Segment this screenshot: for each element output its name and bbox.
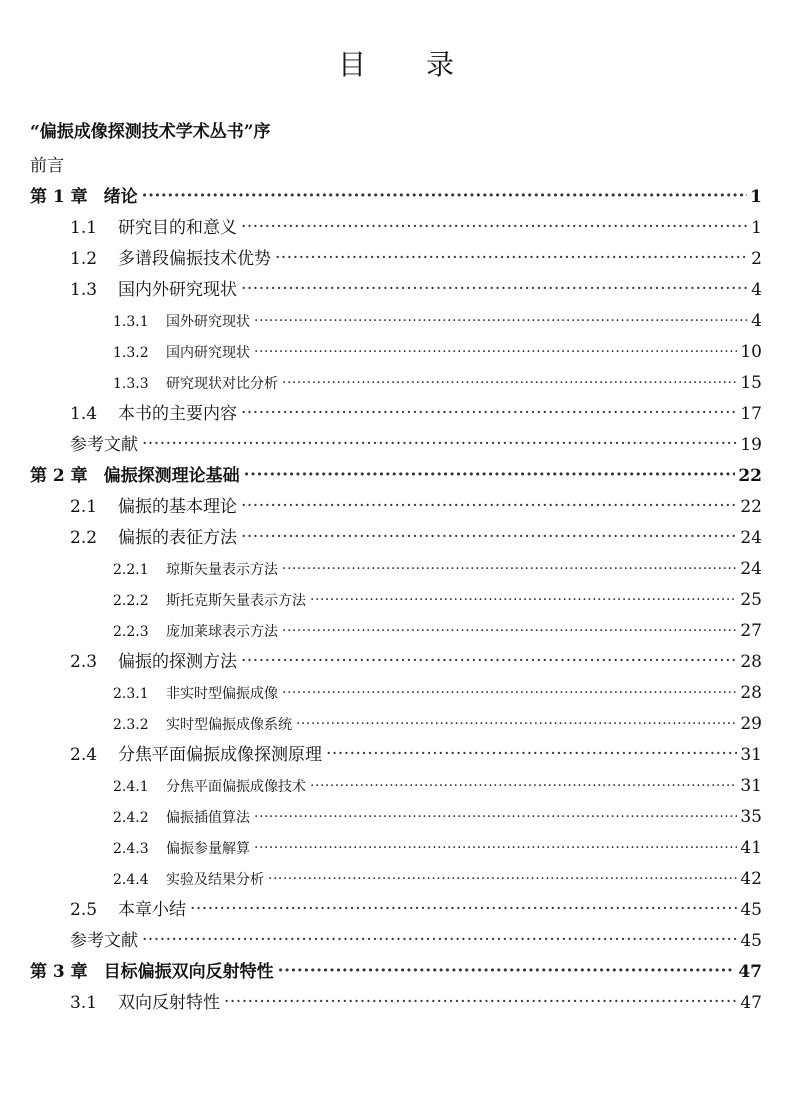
- table-of-contents: [30, 114, 762, 1019]
- toc-entry-label: 偏振的表征方法: [118, 528, 237, 548]
- toc-entry-page: 22: [738, 466, 762, 486]
- toc-entry[interactable]: [30, 430, 762, 461]
- toc-entry-label: 斯托克斯矢量表示方法: [166, 593, 306, 609]
- toc-entry-number: 1.3.2: [113, 345, 149, 361]
- toc-entry-page: 1: [750, 187, 762, 207]
- toc-entry-number: 第 3 章: [30, 962, 88, 982]
- toc-entry[interactable]: [30, 895, 762, 926]
- toc-front-label: 前言: [30, 156, 64, 176]
- toc-entry[interactable]: [30, 833, 762, 864]
- toc-entry[interactable]: [30, 771, 762, 802]
- toc-entry[interactable]: [30, 988, 762, 1019]
- toc-entry-number: 1.1: [70, 218, 98, 238]
- toc-entry[interactable]: [30, 802, 762, 833]
- toc-entry-page: 1: [751, 218, 762, 238]
- page-title: [0, 38, 792, 88]
- toc-entry-page: 35: [740, 807, 762, 827]
- toc-entry-number: 2.3.2: [113, 717, 149, 733]
- toc-entry-number: 第 1 章: [30, 187, 88, 207]
- toc-leader-dots: [142, 429, 737, 460]
- toc-entry-label: 国内研究现状: [166, 345, 250, 361]
- toc-front-series-preface[interactable]: [30, 114, 762, 151]
- toc-entry-label: 实时型偏振成像系统: [166, 717, 292, 733]
- toc-entry-label: 偏振的探测方法: [118, 652, 237, 672]
- toc-leader-dots: [278, 956, 736, 987]
- toc-entry-label: 偏振探测理论基础: [103, 466, 240, 486]
- toc-entry-number: 2.4.4: [113, 872, 149, 888]
- toc-entry-label: 实验及结果分析: [166, 872, 264, 888]
- toc-leader-dots: [282, 678, 737, 709]
- toc-entry-label: 绪论: [103, 187, 138, 207]
- toc-entry[interactable]: [30, 740, 762, 771]
- toc-entry-number: 2.2.3: [113, 624, 149, 640]
- toc-entry-label: 琼斯矢量表示方法: [166, 562, 278, 578]
- toc-entry-number: 1.3.3: [113, 376, 149, 392]
- toc-leader-dots: [254, 802, 737, 833]
- toc-entry-page: 17: [740, 404, 762, 424]
- toc-entry[interactable]: [30, 492, 762, 523]
- toc-leader-dots: [268, 864, 737, 895]
- toc-entry-page: 19: [740, 435, 762, 455]
- toc-entry-page: 10: [740, 342, 762, 362]
- toc-entry-number: 1.2: [70, 249, 98, 269]
- toc-leader-dots: [326, 739, 737, 770]
- toc-entry-page: 41: [740, 838, 762, 858]
- toc-entry-number: 2.4: [70, 745, 98, 765]
- toc-entry-page: 27: [740, 621, 762, 641]
- toc-entry-number: 1.3.1: [113, 314, 149, 330]
- toc-entry-page: 4: [751, 311, 762, 331]
- toc-entry-number: 2.2: [70, 528, 98, 548]
- toc-entry-page: 31: [740, 745, 762, 765]
- toc-leader-dots: [254, 337, 737, 368]
- toc-entry-label: 偏振插值算法: [166, 810, 250, 826]
- toc-entry-page: 45: [740, 931, 762, 951]
- toc-leader-dots: [254, 306, 748, 337]
- toc-entry[interactable]: [30, 306, 762, 337]
- toc-entry[interactable]: [30, 399, 762, 430]
- toc-entry-page: 29: [740, 714, 762, 734]
- toc-entry[interactable]: [30, 182, 762, 213]
- toc-entry-label: 多谱段偏振技术优势: [118, 249, 271, 269]
- toc-entry-page: 24: [740, 528, 762, 548]
- toc-entry-page: 47: [740, 993, 762, 1013]
- toc-entry[interactable]: [30, 368, 762, 399]
- toc-entry-number: 2.3: [70, 652, 98, 672]
- toc-entry-label: 研究现状对比分析: [166, 376, 278, 392]
- toc-leader-dots: [254, 833, 737, 864]
- toc-entry-label: 目标偏振双向反射特性: [103, 962, 274, 982]
- toc-leader-dots: [296, 709, 737, 740]
- toc-entry-number: 2.4.1: [113, 779, 149, 795]
- toc-entry[interactable]: [30, 709, 762, 740]
- toc-entry[interactable]: [30, 461, 762, 492]
- toc-entry-page: 45: [740, 900, 762, 920]
- toc-leader-dots: [282, 554, 737, 585]
- toc-entry-label: 分焦平面偏振成像探测原理: [118, 745, 322, 765]
- toc-entry[interactable]: [30, 647, 762, 678]
- toc-leader-dots: [282, 616, 737, 647]
- title-char-2: 录: [426, 48, 455, 81]
- toc-leader-dots: [275, 243, 748, 274]
- toc-entry-number: 2.2.1: [113, 562, 149, 578]
- toc-entry[interactable]: [30, 554, 762, 585]
- toc-entry-label: 偏振的基本理论: [118, 497, 237, 517]
- toc-leader-dots: [224, 987, 737, 1018]
- toc-entry-number: 3.1: [70, 993, 98, 1013]
- toc-front-preface[interactable]: [30, 151, 762, 182]
- toc-entry-label: 参考文献: [70, 435, 138, 455]
- title-char-1: 目: [337, 48, 366, 81]
- toc-entry-page: 24: [740, 559, 762, 579]
- toc-leader-dots: [244, 460, 736, 491]
- toc-entry-number: 2.5: [70, 900, 98, 920]
- toc-entry-label: 本章小结: [118, 900, 186, 920]
- toc-entry-number: 1.4: [70, 404, 98, 424]
- toc-leader-dots: [282, 368, 737, 399]
- toc-entry[interactable]: [30, 213, 762, 244]
- toc-entry-number: 第 2 章: [30, 466, 88, 486]
- toc-entry-page: 15: [740, 373, 762, 393]
- toc-entry[interactable]: [30, 337, 762, 368]
- toc-entry-page: 31: [740, 776, 762, 796]
- toc-entry-label: 研究目的和意义: [118, 218, 237, 238]
- toc-entry-number: 2.2.2: [113, 593, 149, 609]
- toc-front-label: “偏振成像探测技术学术丛书”序: [30, 122, 271, 142]
- toc-entry-page: 25: [740, 590, 762, 610]
- toc-leader-dots: [241, 522, 737, 553]
- toc-leader-dots: [142, 181, 747, 212]
- toc-entry-number: 2.3.1: [113, 686, 149, 702]
- toc-entry-label: 双向反射特性: [118, 993, 220, 1013]
- toc-leader-dots: [310, 585, 737, 616]
- toc-entry-page: 42: [740, 869, 762, 889]
- toc-entry-label: 本书的主要内容: [118, 404, 237, 424]
- toc-leader-dots: [241, 491, 737, 522]
- toc-leader-dots: [241, 274, 748, 305]
- toc-entry-label: 偏振参量解算: [166, 841, 250, 857]
- toc-entry[interactable]: [30, 585, 762, 616]
- toc-leader-dots: [241, 646, 737, 677]
- toc-entry[interactable]: [30, 864, 762, 895]
- toc-entry-number: 2.1: [70, 497, 98, 517]
- toc-entry[interactable]: [30, 244, 762, 275]
- toc-leader-dots: [142, 925, 737, 956]
- toc-entry-number: 2.4.2: [113, 810, 149, 826]
- toc-entry-label: 国外研究现状: [166, 314, 250, 330]
- toc-entry-number: 1.3: [70, 280, 98, 300]
- toc-entry-label: 庞加莱球表示方法: [166, 624, 278, 640]
- toc-entry-page: 28: [740, 652, 762, 672]
- toc-entry-page: 47: [738, 962, 762, 982]
- toc-leader-dots: [310, 771, 737, 802]
- toc-entry-number: 2.4.3: [113, 841, 149, 857]
- toc-entry-label: 国内外研究现状: [118, 280, 237, 300]
- toc-entry-label: 非实时型偏振成像: [166, 686, 278, 702]
- toc-entry-page: 2: [751, 249, 762, 269]
- toc-entries: [30, 182, 762, 1019]
- toc-entry[interactable]: [30, 678, 762, 709]
- toc-entry[interactable]: [30, 275, 762, 306]
- toc-leader-dots: [190, 894, 737, 925]
- toc-entry-page: 28: [740, 683, 762, 703]
- toc-entry-page: 4: [751, 280, 762, 300]
- toc-entry[interactable]: [30, 523, 762, 554]
- toc-leader-dots: [241, 398, 737, 429]
- toc-leader-dots: [241, 212, 748, 243]
- toc-entry[interactable]: [30, 926, 762, 957]
- toc-entry[interactable]: [30, 957, 762, 988]
- toc-entry-label: 分焦平面偏振成像技术: [166, 779, 306, 795]
- toc-entry-label: 参考文献: [70, 931, 138, 951]
- toc-entry-page: 22: [740, 497, 762, 517]
- toc-entry[interactable]: [30, 616, 762, 647]
